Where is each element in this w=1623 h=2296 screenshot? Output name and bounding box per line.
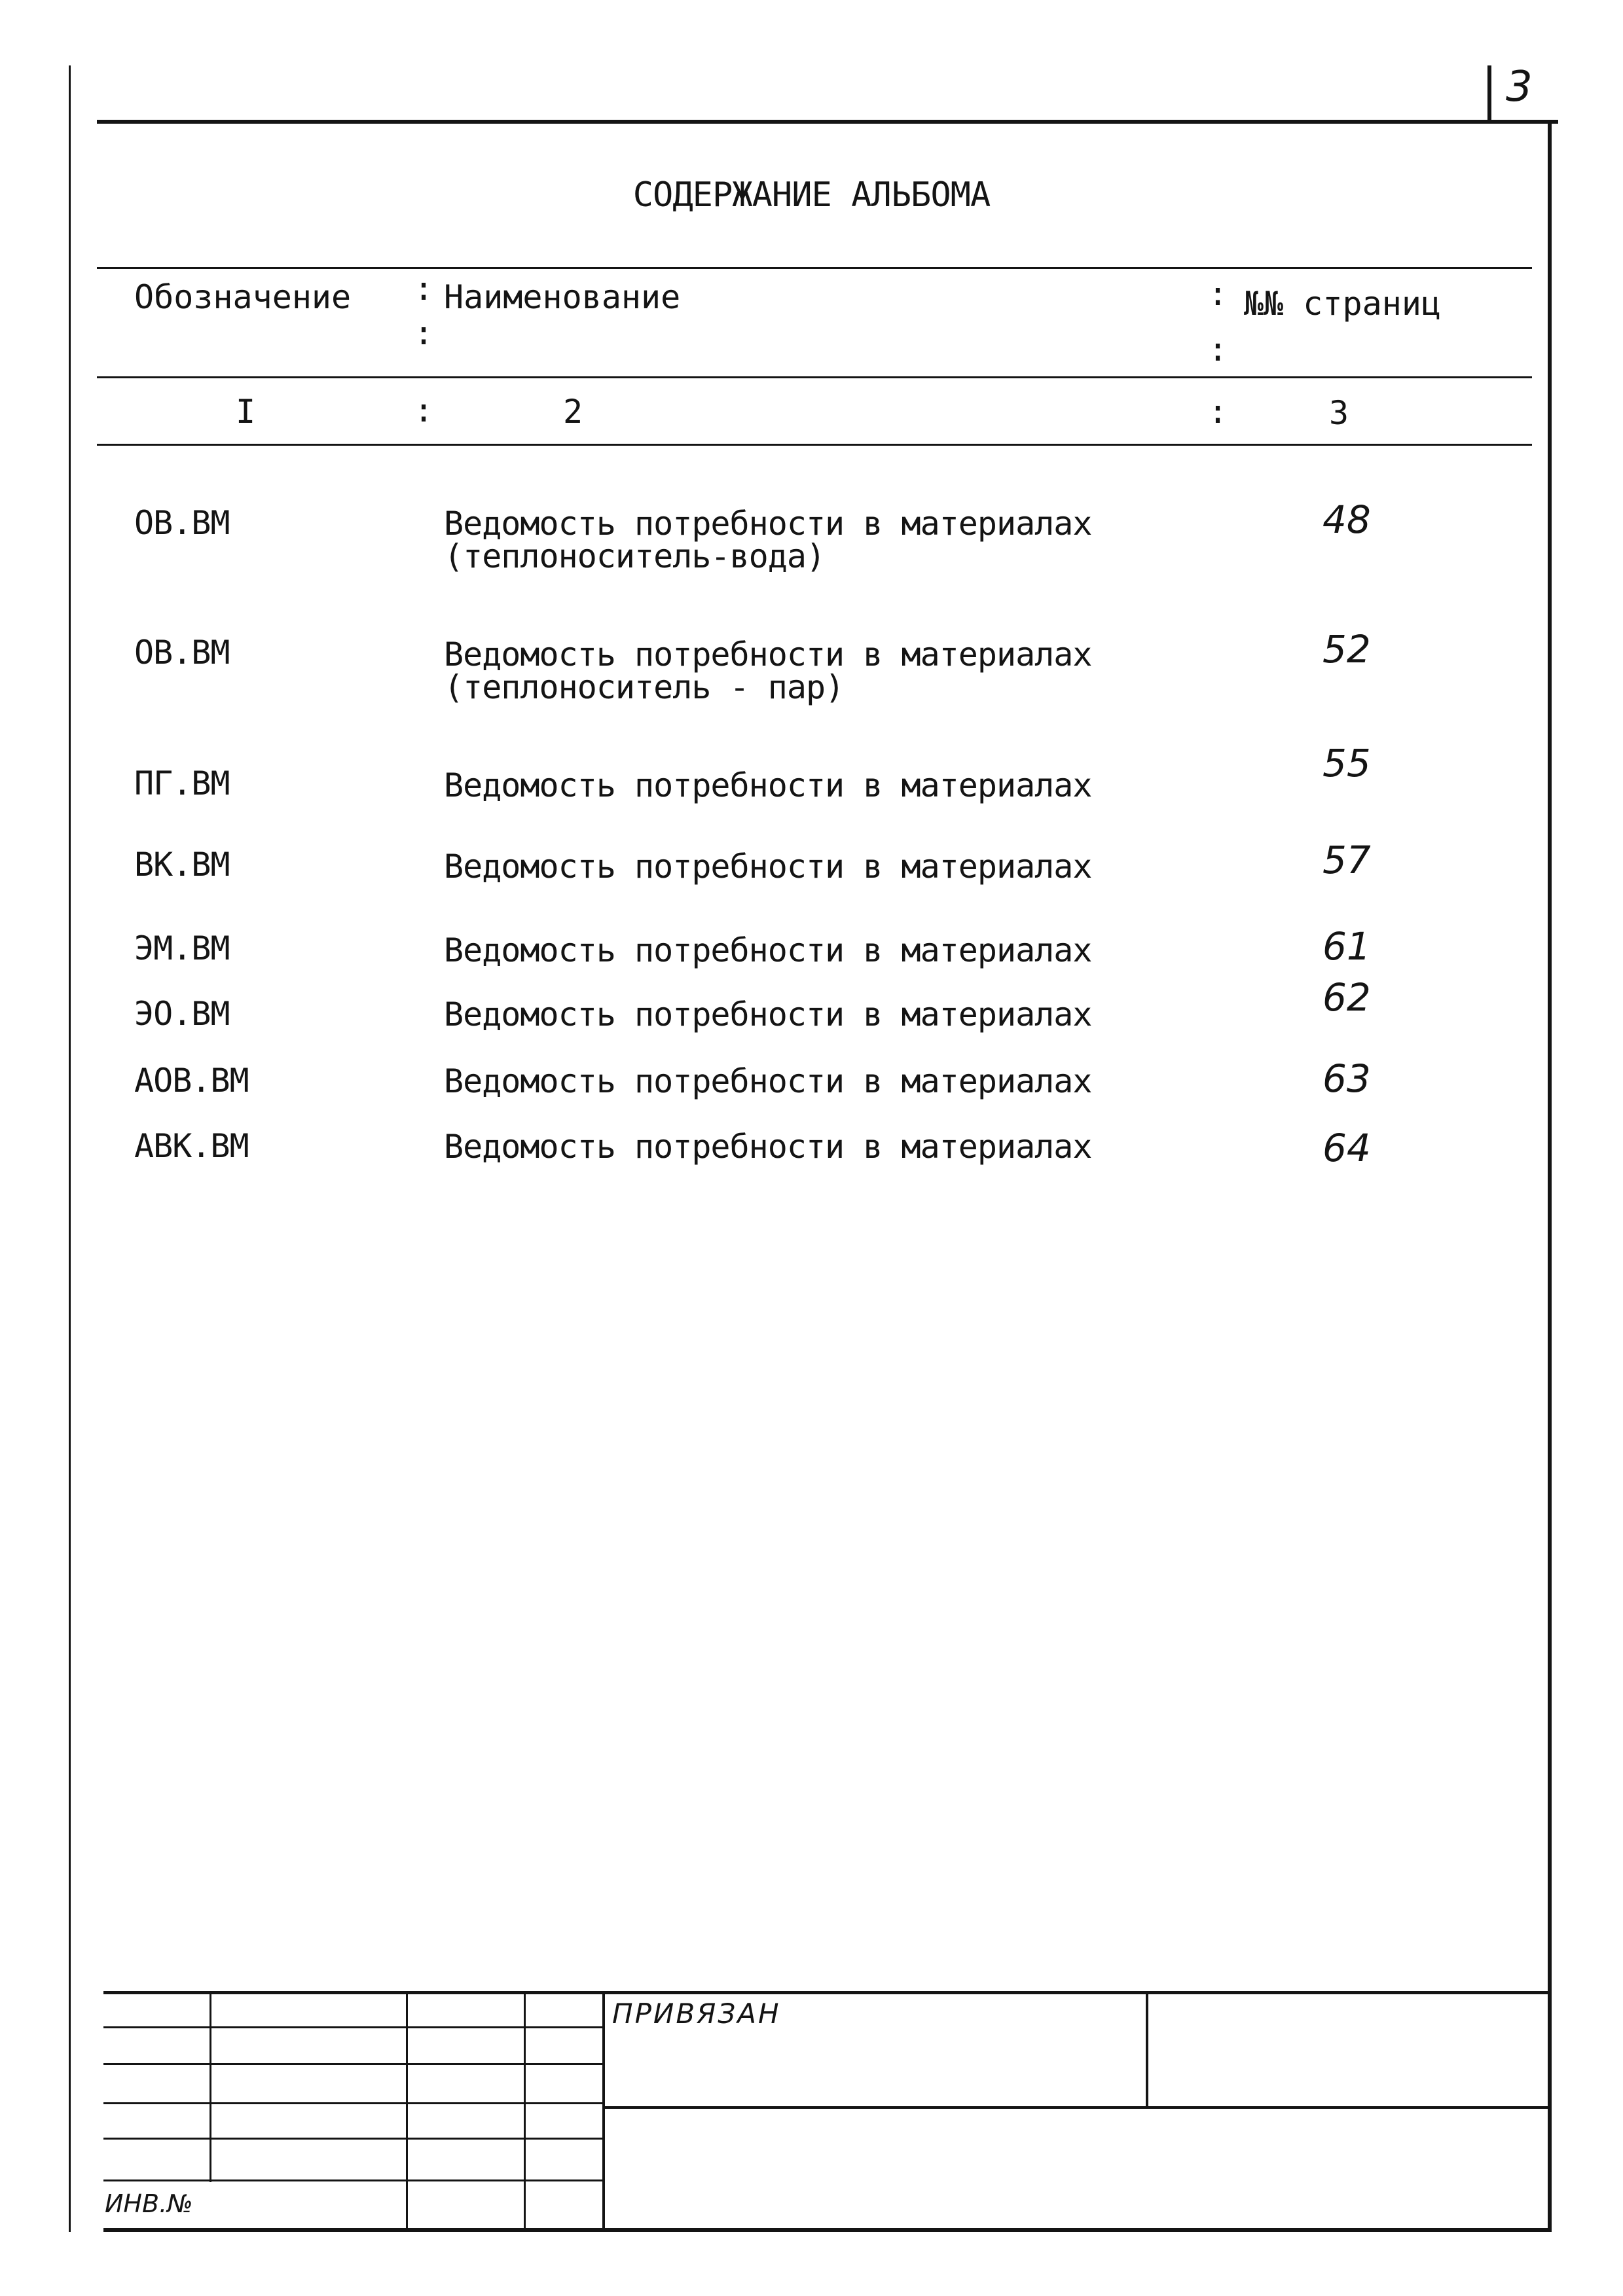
row-page: 55 [1322,741,1371,785]
row-subtitle: (теплоноситель-вода) [444,537,826,575]
header-pages: №№ страниц [1244,285,1442,323]
sheet-number: 3 [1506,63,1533,111]
stamp-column-line [524,1991,526,2230]
row-code: ЭМ.ВМ [134,929,230,967]
row-code: ВК.ВМ [134,846,230,884]
stamp-inventory-label: ИНВ.№ [105,2189,193,2218]
stamp-grid-line [103,2063,602,2065]
header-name: Наименование [444,278,681,316]
row-page: 63 [1322,1056,1371,1101]
row-page: 57 [1322,838,1371,882]
left-margin-line [69,65,71,2232]
stamp-mid-line [602,2106,1550,2109]
row-code: ПГ.ВМ [134,764,230,802]
row-code: ОВ.ВМ [134,634,230,672]
bottom-border-line [103,2228,1552,2232]
row-name: Ведомость потребности в материалах [444,996,1092,1033]
header-colon: : [414,270,434,308]
table-header-bottom-line [97,444,1532,446]
stamp-column-line [406,1991,408,2230]
row-page: 61 [1322,924,1371,969]
row-name: Ведомость потребности в материалах [444,848,1092,886]
row-page: 48 [1322,497,1371,542]
stamp-grid-line [103,2102,602,2104]
row-name: Ведомость потребности в материалах [444,1062,1092,1100]
row-name: Ведомость потребности в материалах [444,766,1092,804]
row-name: Ведомость потребности в материалах [444,931,1092,969]
header-colon: : [1208,331,1228,368]
row-code: ЭО.ВМ [134,995,230,1033]
column-number-2: 2 [563,393,583,431]
stamp-grid-line [103,2138,602,2140]
right-border-line [1548,122,1552,2229]
row-page: 52 [1322,627,1371,672]
row-subtitle: (теплоноситель - пар) [444,668,845,706]
header-designation: Обозначение [134,278,352,316]
row-code: АОВ.ВМ [134,1062,249,1100]
header-colon: : [414,391,434,429]
table-header-mid-line [97,376,1532,378]
row-page: 64 [1322,1126,1371,1170]
page-title: СОДЕРЖАНИЕ АЛЬБОМА [632,175,991,215]
stamp-column-line [602,1991,605,2230]
stamp-column-line [1146,1991,1148,2108]
row-name: Ведомость потребности в материалах [444,505,1092,543]
top-border-line [97,120,1558,124]
row-name: Ведомость потребности в материалах [444,636,1092,673]
row-page: 62 [1322,975,1371,1020]
stamp-linked-label: ПРИВЯЗАН [612,1998,781,2030]
header-colon: : [1208,275,1228,313]
stamp-top-line [103,1991,1550,1994]
row-code: ОВ.ВМ [134,504,230,542]
header-colon: : [414,314,434,352]
sheet-number-divider [1487,65,1491,123]
row-name: Ведомость потребности в материалах [444,1128,1092,1166]
stamp-grid-line [103,2026,602,2028]
stamp-grid-line [103,2179,602,2181]
table-header-top-line [97,267,1532,269]
column-number-1: I [236,393,256,431]
header-colon: : [1208,393,1228,431]
column-number-3: 3 [1329,394,1349,432]
stamp-column-line [210,1991,211,2182]
row-code: АВК.ВМ [134,1127,249,1165]
